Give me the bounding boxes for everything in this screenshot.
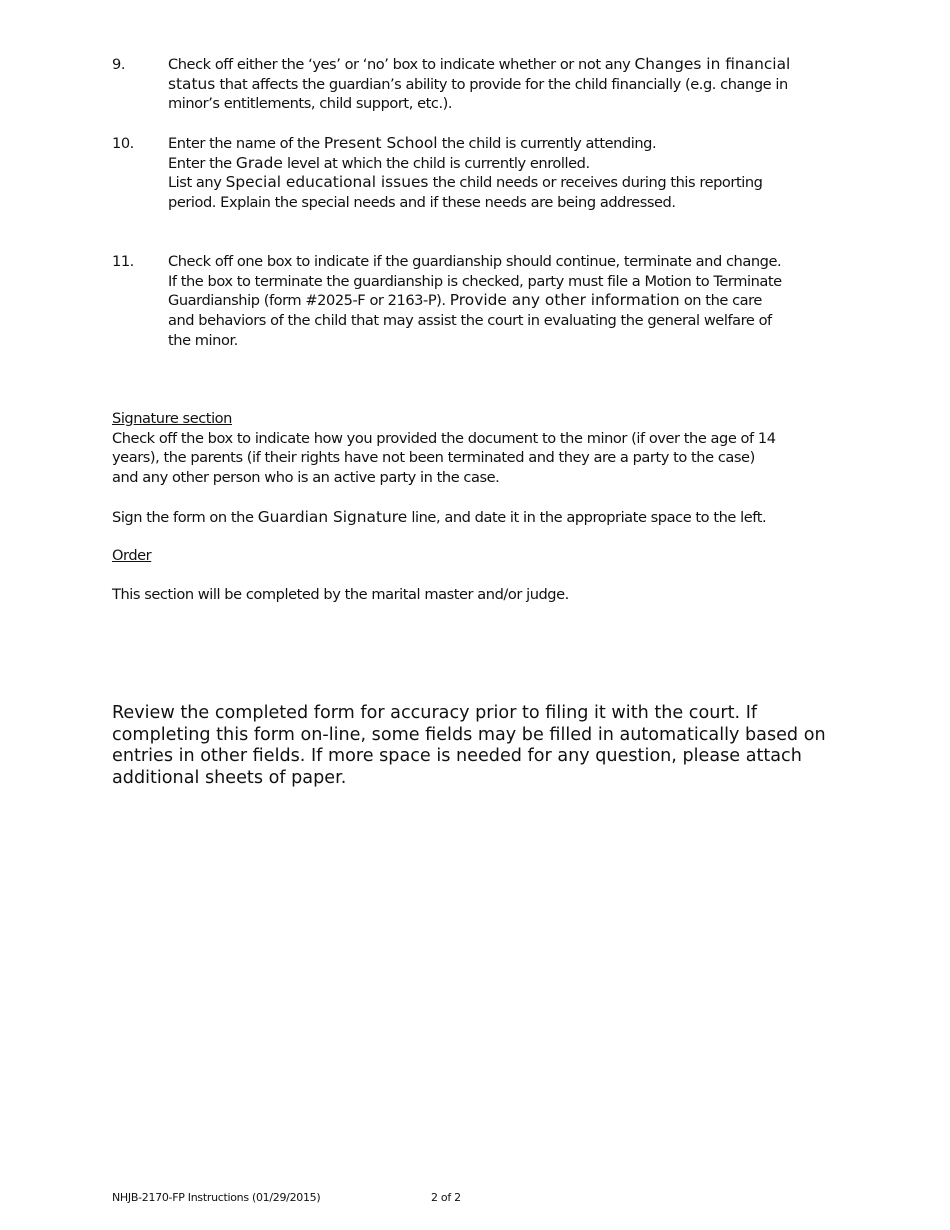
field-name-emphasis: Present School <box>323 134 438 152</box>
footer-form-id: NHJB-2170-FP Instructions (01/29/2015) <box>112 1191 321 1204</box>
item-number: 11. <box>112 253 134 270</box>
review-line: Review the completed form for accuracy prior to filing it with the court. If <box>112 703 758 723</box>
field-name-emphasis: Provide any other information <box>449 291 680 310</box>
item-number: 9. <box>112 56 126 73</box>
item-text <box>168 252 842 351</box>
review-line: completing this form on-line, some fields may be filled in automatically based on <box>112 724 826 745</box>
review-note <box>112 703 842 789</box>
review-line: entries in other fields. If more space is needed for any question, please attach <box>112 746 802 766</box>
signature-section <box>112 409 842 527</box>
item-number: 10. <box>112 135 134 152</box>
item-text <box>168 55 842 114</box>
order-section-text: This section will be completed by the marital master and/or judge. <box>112 586 569 604</box>
field-name-emphasis: status <box>168 74 216 93</box>
field-name-emphasis: Changes in financial <box>634 55 791 73</box>
signature-section-heading: Signature section <box>112 410 232 427</box>
text-line: years), the parents (if their rights have not been terminated and they are a party to the case) <box>112 449 755 467</box>
text-line: Check off either the ‘yes’ or ‘no’ box to indicate whether or not any Changes in financial <box>168 55 791 73</box>
text-line: If the box to terminate the guardianship is checked, party must file a Motion to Terminate <box>168 272 782 290</box>
review-line: additional sheets of paper. <box>112 767 347 788</box>
item-text <box>168 134 842 213</box>
footer-page-number: 2 of 2 <box>431 1191 461 1204</box>
order-section-heading: Order <box>112 547 152 564</box>
text-line: Enter the name of the Present School the child is currently attending. <box>168 134 657 152</box>
text-line: and behaviors of the child that may assist the court in evaluating the general welfare of <box>168 312 772 330</box>
instruction-item-10 <box>112 134 842 213</box>
instruction-item-11 <box>112 252 842 351</box>
text-line: List any Special educational issues the child needs or receives during this reporting <box>168 173 763 192</box>
text-line: Check off one box to indicate if the guardianship should continue, terminate and change. <box>168 253 782 270</box>
text-line: Guardianship (form #2025-F or 2163-P). Provide any other information on the care <box>168 291 762 310</box>
field-name-emphasis: Grade <box>235 153 283 172</box>
text-line: status that affects the guardian’s ability to provide for the child financially (e.g. change in <box>168 74 788 93</box>
field-name-emphasis: Guardian Signature <box>257 507 408 526</box>
text-line: and any other person who is an active party in the case. <box>112 469 500 487</box>
text-line: period. Explain the special needs and if these needs are being addressed. <box>168 194 676 212</box>
text-line: the minor. <box>168 331 238 349</box>
order-section <box>112 546 842 605</box>
signature-section-text <box>112 429 842 488</box>
text-line: minor’s entitlements, child support, etc.). <box>168 95 453 113</box>
signature-instruction <box>112 508 842 528</box>
instruction-item-9 <box>112 55 842 114</box>
text-line: Check off the box to indicate how you provided the document to the minor (if over the age of 14 <box>112 429 776 447</box>
text-line: Enter the Grade level at which the child is currently enrolled. <box>168 153 590 172</box>
text-line: Sign the form on the Guardian Signature line, and date it in the appropriate space to the left. <box>112 507 767 526</box>
field-name-emphasis: Special educational issues <box>225 173 429 192</box>
